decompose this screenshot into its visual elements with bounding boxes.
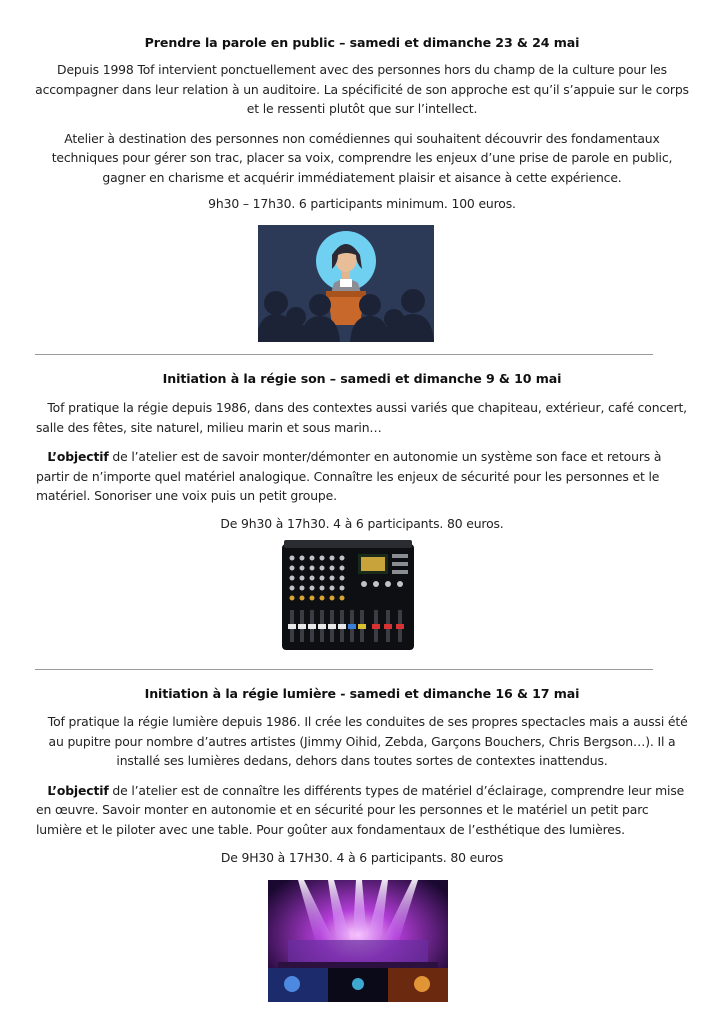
- divider: [35, 354, 653, 355]
- section-public-speaking: [0, 35, 724, 213]
- divider: [35, 669, 653, 670]
- session-info: De 9H30 à 17H30. 4 à 6 participants. 80 euros: [220, 849, 504, 865]
- public-speaking-illustration: [258, 225, 434, 342]
- objective-label: L’objectif: [47, 449, 109, 465]
- paragraph-description: Atelier à destination des personnes non comédiennes qui souhaitent découvrir des fondamentaux techniques pour gérer son trac, placer sa voix, comprendre les enjeux d’une prise de parole en public, gagner en charisme et acquérir immédiatement plaisir et aisance à cette expérience.: [51, 130, 673, 185]
- objective-label: L’objectif: [47, 782, 109, 798]
- paragraph-intro: Depuis 1998 Tof intervient ponctuellement avec des personnes hors du champ de la culture pour les accompagner dans leur relation à un auditoire. La spécificité de son approche est qu’il s’appuie sur le corps et le ressenti plutôt que sur l’intellect.: [35, 62, 689, 117]
- paragraph-objective: L’objectif de l’atelier est de savoir monter/démonter en autonomie un système son face et retours à partir de n’importe quel matériel analogique. Connaître les enjeux de sécurité pour les personnes et le matériel. Sonoriser une voix puis un petit groupe.: [36, 449, 662, 504]
- section-title: Initiation à la régie son – samedi et dimanche 9 & 10 mai: [162, 371, 562, 386]
- session-info: De 9h30 à 17h30. 4 à 6 participants. 80 euros.: [220, 515, 504, 531]
- paragraph-intro: Tof pratique la régie depuis 1986, dans des contextes aussi variés que chapiteau, extérieur, café concert, salle des fêtes, site naturel, milieu marin et sous marin…: [36, 400, 687, 435]
- section-title: Initiation à la régie lumière - samedi et dimanche 16 & 17 mai: [144, 686, 580, 701]
- mixing-console-image: [282, 538, 414, 654]
- paragraph-objective: L’objectif de l’atelier est de connaître les différents types de matériel d’éclairage, comprendre leur mise en œuvre. Savoir monter en autonomie et en sécurité pour les personnes et le matériel un petit parc lumière et le piloter avec une table. Pour goûter aux fondamentaux de l’esthétique des lumières.: [36, 782, 685, 837]
- section-title: Prendre la parole en public – samedi et dimanche 23 & 24 mai: [144, 35, 580, 50]
- paragraph-intro: Tof pratique la régie lumière depuis 1986. Il crée les conduites de ses propres spectacles mais a aussi été au pupitre pour nombre d’autres artistes (Jimmy Oihid, Zebda, Garçons Bouchers, Chris Bergson…). Il a installé ses lumières dedans, dehors dans toutes sortes de contextes inattendus.: [47, 714, 688, 769]
- section-sound-engineering: [0, 371, 724, 534]
- session-info: 9h30 – 17h30. 6 participants minimum. 100 euros.: [208, 195, 516, 211]
- section-lighting: [0, 686, 724, 867]
- stage-lighting-image: [268, 880, 448, 1002]
